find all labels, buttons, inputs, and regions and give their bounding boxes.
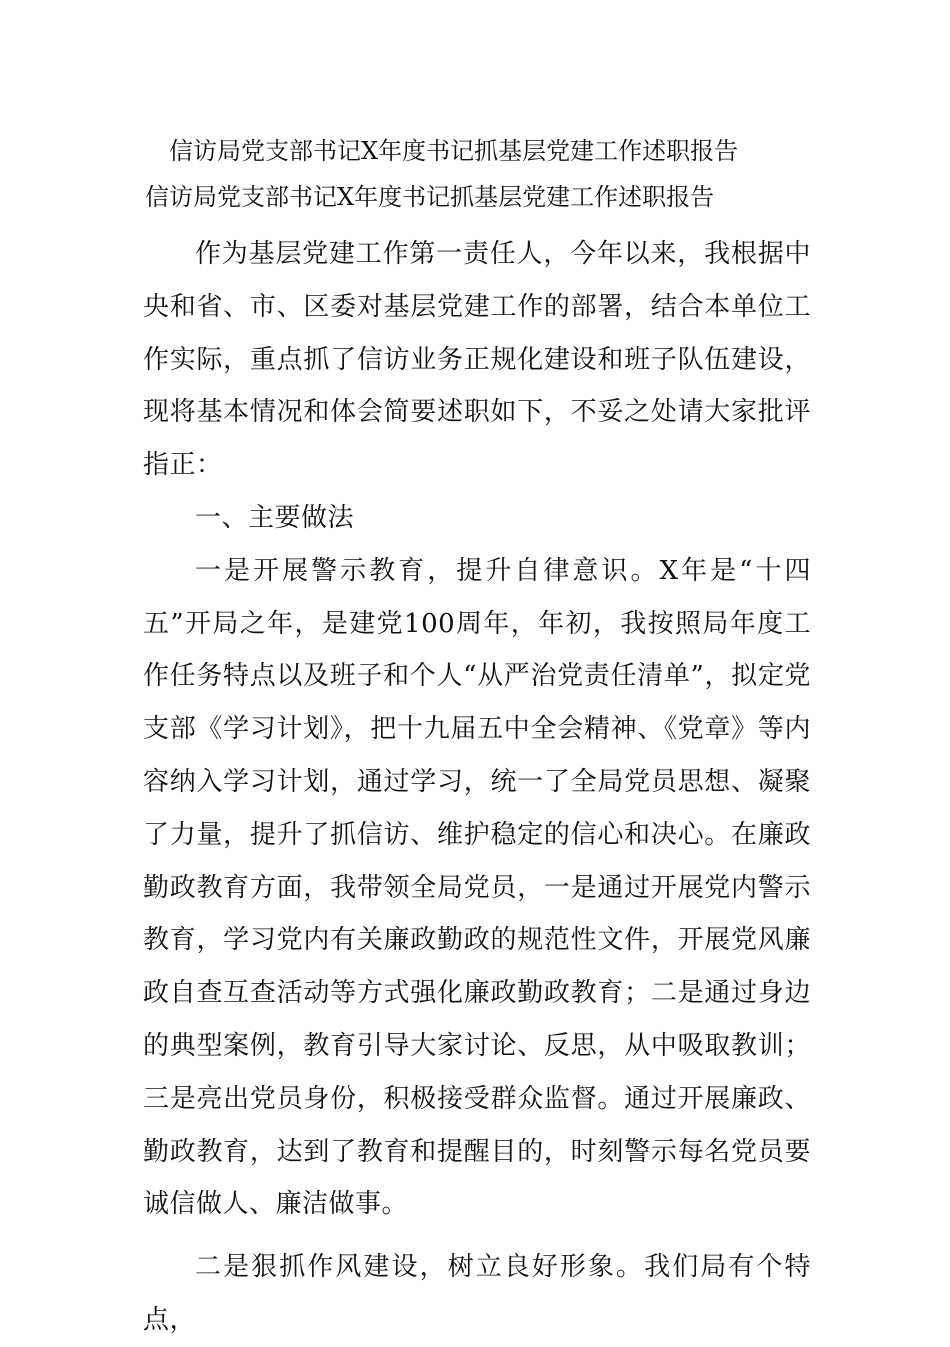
document-body bbox=[143, 128, 811, 1347]
document-text bbox=[143, 228, 811, 1347]
intro-paragraph: 作为基层党建工作第一责任人，今年以来，我根据中央和省、市、区委对基层党建工作的部署，结合本单位工作实际，重点抓了信访业务正规化建设和班子队伍建设，现将基本情况和体会简要述职如下，不妥之处请大家批评指正： bbox=[143, 239, 811, 481]
section-heading: 一、主要做法 bbox=[195, 502, 355, 533]
document-subtitle: 信访局党支部书记X年度书记抓基层党建工作述职报告 bbox=[145, 183, 715, 211]
document-title: 信访局党支部书记X年度书记抓基层党建工作述职报告 bbox=[169, 137, 739, 165]
body-paragraph: 一是开展警示教育，提升自律意识。X年是“十四五”开局之年，是建党100周年，年初，我按照局年度工作任务特点以及班子和个人“从严治党责任清单”，拟定党支部《学习计划》，把十九届五中全会精神、《党章》等内容纳入学习计划，通过学习，统一了全局党员思想、凝聚了力量，提升了抓信访、维护稳定的信心和决心。在廉政勤政教育方面，我带领全局党员，一是通过开展党内警示教育，学习党内有关廉政勤政的规范性文件，开展党风廉政自查互查活动等方式强化廉政勤政教育；二是通过身边的典型案例，教育引导大家讨论、反思，从中吸取教训；三是亮出党员身份，积极接受群众监督。通过开展廉政、勤政教育，达到了教育和提醒目的，时刻警示每名党员要诚信做人、廉洁做事。 bbox=[143, 555, 811, 1220]
body-paragraph: 二是狠抓作风建设，树立良好形象。我们局有个特点， bbox=[143, 1252, 811, 1335]
